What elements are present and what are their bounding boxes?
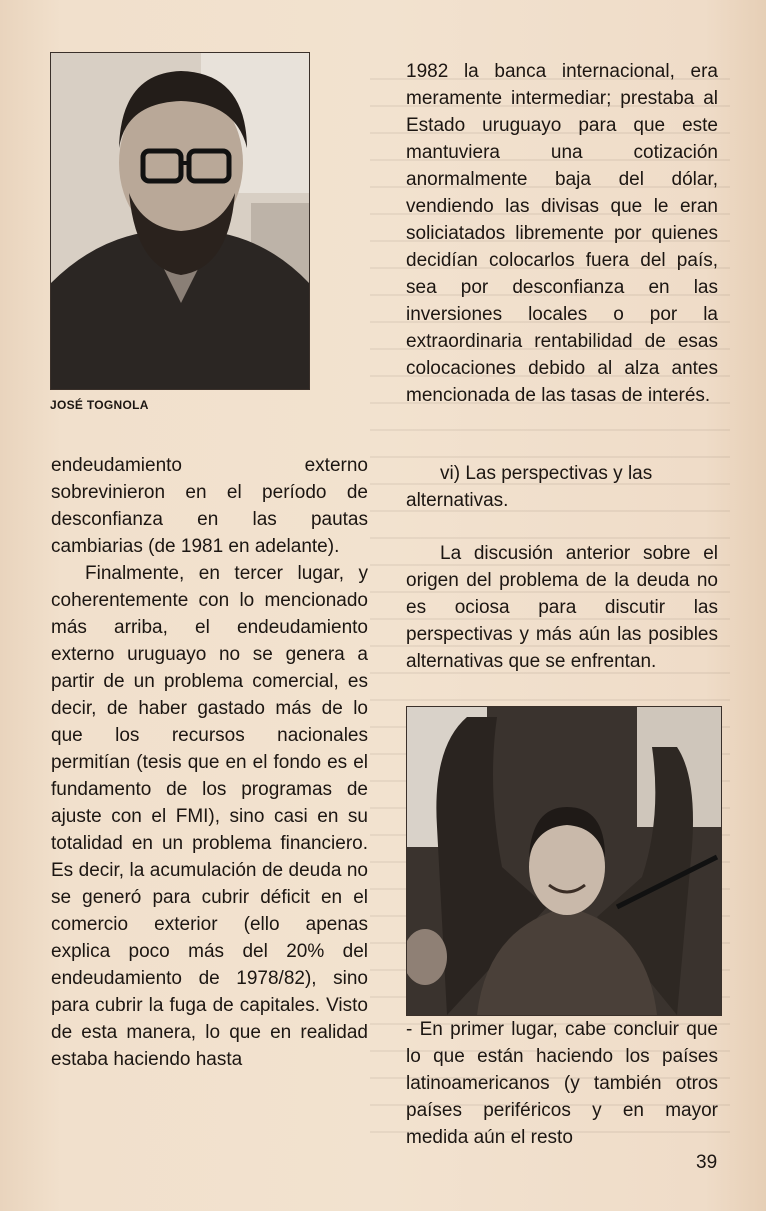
left-column <box>51 452 368 1073</box>
right-column-middle <box>406 540 718 675</box>
crowd-photo <box>406 706 722 1016</box>
left-paragraph-1: endeudamiento externo sobrevinieron en el período de desconfianza en las pautas cambiarias (de 1981 en adelante). <box>51 455 368 557</box>
right-paragraph-mid: La discusión anterior sobre el origen del problema de la deuda no es ociosa para discutir las perspectivas y más aún las posibles alternativas que se enfrentan. <box>406 543 718 672</box>
left-paragraph-2: Finalmente, en tercer lugar, y coherentemente con lo mencionado más arriba, el endeudamiento externo uruguayo no se genera a partir de un problema comercial, es decir, de haber gastado más de lo que los recursos nacionales permitían (tesis que en el fondo es el fundamento de los programas de ajuste con el FMI), sino casi en su totalidad en un problema financiero. Es decir, la acumulación de deuda no se generó para cubrir déficit en el comercio exterior (ello apenas explica poco más del 20% del endeudamiento de 1978/82), sino para cubrir la fuga de capitales. Visto de esta manera, lo que en realidad estaba haciendo hasta <box>51 563 368 1070</box>
right-column-bottom <box>406 1016 718 1151</box>
page-number: 39 <box>696 1152 718 1173</box>
right-paragraph-bottom: - En primer lugar, cabe concluir que lo que están haciendo los países latinoamericanos (y también otros países periféricos y en mayor medida aún el resto <box>406 1019 718 1148</box>
portrait-photo <box>50 52 310 390</box>
right-paragraph-top: 1982 la banca internacional, era meramente intermediar; prestaba al Estado uruguayo para que este mantuviera una cotización anormalmente baja del dólar, vendiendo las divisas que le eran soliciatados libremente por quienes decidían colocarlos fuera del país, sea por desconfianza en las inversiones locales o por la extraordinaria rentabilidad de esas colocaciones debido al alza antes mencionada de las tasas de interés. <box>406 61 718 406</box>
right-column-top <box>406 58 718 409</box>
section-heading: vi) Las perspectivas y las alternativas. <box>406 463 653 511</box>
photo-caption: JOSÉ TOGNOLA <box>50 398 149 412</box>
